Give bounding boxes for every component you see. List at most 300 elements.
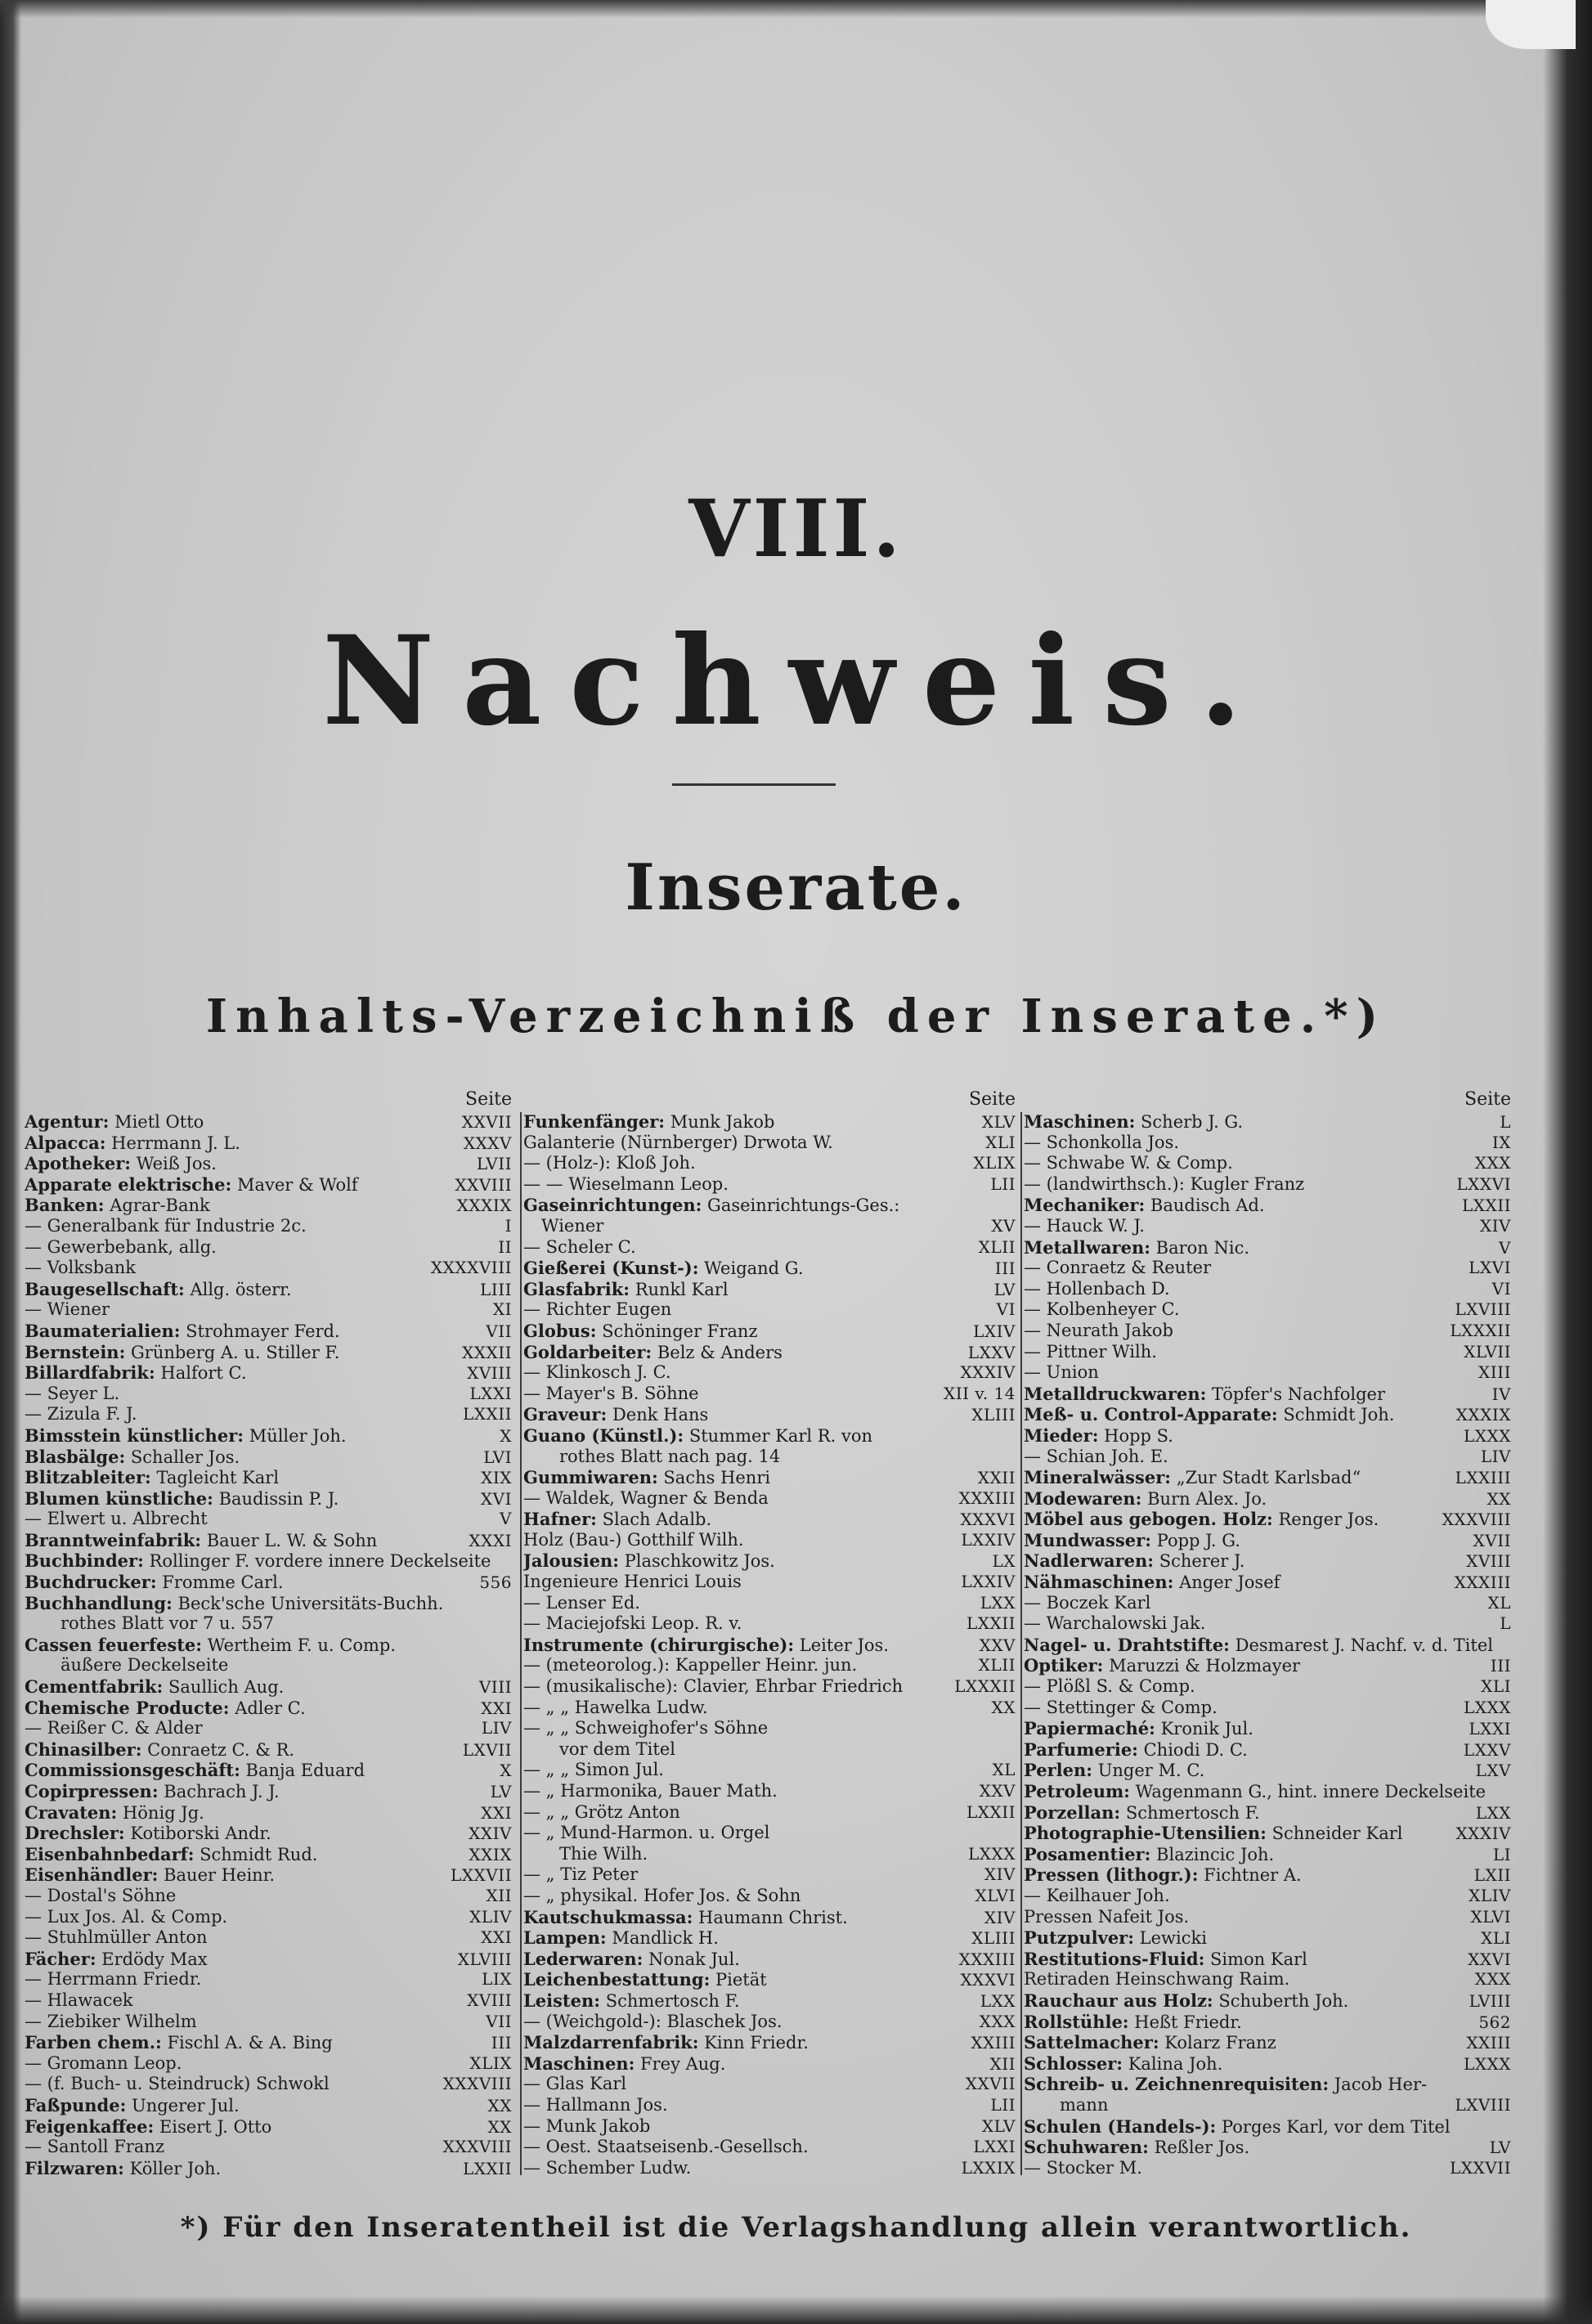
page-ref: XVIII <box>467 1363 512 1384</box>
page-ref: XXXIV <box>960 1362 1016 1383</box>
index-entry <box>1024 1676 1514 1698</box>
title-rule <box>672 783 836 786</box>
entry-text: — Dostal's Söhne <box>25 1885 177 1905</box>
page-ref: VIII <box>478 1677 512 1698</box>
index-entry <box>523 1739 1019 1761</box>
index-entry <box>523 1447 1019 1468</box>
page-ref: LXXV <box>1463 1739 1511 1760</box>
index-entry <box>25 1635 515 1656</box>
index-entry <box>25 2116 515 2138</box>
entry-text: — Gewerbebank, allg. <box>25 1236 217 1257</box>
page-ref: XLII <box>978 1236 1016 1257</box>
page-ref: LIII <box>480 1279 512 1299</box>
entry-text: Metallwaren: Baron Nic. <box>1024 1236 1250 1258</box>
page-ref: XXV <box>979 1635 1016 1655</box>
entry-text: Bernstein: Grünberg A. u. Stiller F. <box>25 1341 340 1362</box>
index-entry <box>1024 2074 1514 2095</box>
index-entry <box>1024 1927 1514 1949</box>
index-entry <box>1024 2158 1514 2179</box>
index-entry <box>25 1299 515 1321</box>
page-ref: XI <box>492 1299 512 1320</box>
page-ref: XXXIII <box>958 1949 1016 1969</box>
page-ref: XVIII <box>467 1990 512 2010</box>
index-entry <box>1024 1279 1514 1300</box>
page-ref: XXXVIII <box>1442 1510 1511 1530</box>
entry-text: Baugesellschaft: Allg. österr. <box>25 1278 292 1299</box>
entry-text: Commissionsgeschäft: Banja Eduard <box>25 1760 365 1781</box>
entry-text: — Hlawacek <box>25 1990 133 2010</box>
index-entry <box>523 1572 1019 1593</box>
page-ref: XX <box>991 1697 1016 1717</box>
page-ref: XXIX <box>469 1844 512 1864</box>
index-entry <box>523 1467 1019 1488</box>
page-ref: XXXII <box>461 1342 512 1362</box>
entry-text: — Zizula F. J. <box>25 1404 137 1424</box>
entry-text: Modewaren: Burn Alex. Jo. <box>1024 1487 1267 1509</box>
entry-text: Blasbälge: Schaller Jos. <box>25 1446 240 1467</box>
page-ref: XXV <box>979 1781 1016 1801</box>
index-entry <box>523 2116 1019 2138</box>
entry-text: Faßpunde: Ungerer Jul. <box>25 2094 240 2115</box>
entry-text: — Kolbenheyer C. <box>1024 1299 1180 1320</box>
entry-text: Hafner: Slach Adalb. <box>523 1509 712 1530</box>
index-entry <box>523 1195 1019 1216</box>
page-ref: XXXIX <box>1455 1405 1511 1425</box>
entry-text: Eisenbahnbedarf: Schmidt Rud. <box>25 1843 318 1864</box>
entry-text: — „ „ Schweighofer's Söhne <box>523 1718 769 1739</box>
page-ref: IX <box>1491 1132 1511 1152</box>
index-entry <box>25 1488 515 1510</box>
entry-text: — „ Mund-Harmon. u. Orgel <box>523 1823 770 1843</box>
page-ref: LXII <box>1473 1865 1511 1886</box>
page-ref: LXXX <box>968 1843 1016 1864</box>
entry-text: Eisenhändler: Bauer Heinr. <box>25 1864 276 1886</box>
page-ref: L <box>1500 1613 1511 1634</box>
entry-text: Agentur: Mietl Otto <box>25 1111 204 1132</box>
index-entry <box>523 1299 1019 1321</box>
index-entry <box>1024 1342 1514 1363</box>
page-ref: LXX <box>980 1990 1016 2011</box>
index-entry <box>523 1635 1019 1656</box>
entry-text: Cravaten: Hönig Jg. <box>25 1801 204 1823</box>
entry-text: Schreib- u. Zeichnenrequisiten: Jacob Her- <box>1024 2074 1428 2095</box>
index-entry <box>1024 1613 1514 1635</box>
entry-text: Gaseinrichtungen: Gaseinrichtungs-Ges.: <box>523 1195 900 1216</box>
index-entry <box>25 1990 515 2012</box>
page-ref: VI <box>1491 1278 1511 1299</box>
index-entry <box>25 1844 515 1865</box>
scan-edge-right <box>1543 0 1592 2324</box>
index-entry <box>523 1362 1019 1384</box>
page-ref: I <box>505 1215 512 1236</box>
page-ref: LXXV <box>967 1342 1016 1362</box>
page-ref: XXXIX <box>456 1196 512 1216</box>
page-ref: VI <box>996 1299 1016 1320</box>
page-ref: LI <box>1492 1844 1511 1864</box>
entry-text: — Pittner Wilh. <box>1024 1341 1157 1362</box>
page-ref: XIV <box>1479 1215 1511 1236</box>
page-ref: LXXVII <box>1449 2157 1511 2178</box>
index-entry <box>1024 1949 1514 1970</box>
entry-text: Möbel aus gebogen. Holz: Renger Jos. <box>1024 1509 1379 1530</box>
entry-text: Posamentier: Blazincic Joh. <box>1024 1843 1275 1864</box>
entry-text: Glasfabrik: Runkl Karl <box>523 1278 729 1299</box>
index-entry <box>1024 1739 1514 1761</box>
entry-text: Pressen (lithogr.): Fichtner A. <box>1024 1864 1302 1886</box>
entry-text: Blumen künstliche: Baudissin P. J. <box>25 1487 339 1509</box>
index-entry <box>523 1279 1019 1300</box>
page-ref: XLVII <box>1464 1341 1511 1362</box>
page-ref: XXI <box>481 1698 512 1718</box>
page-ref: LXX <box>1475 1802 1511 1823</box>
page-ref: LIX <box>482 1969 512 1990</box>
page-ref: LX <box>992 1551 1016 1572</box>
entry-text: Mieder: Hopp S. <box>1024 1424 1173 1446</box>
index-entry <box>1024 2053 1514 2075</box>
page-ref: XXXXVIII <box>430 1258 512 1278</box>
entry-text: Cementfabrik: Saullich Aug. <box>25 1676 285 1698</box>
index-entry <box>25 1133 515 1154</box>
entry-text: — Reißer C. & Alder <box>25 1718 203 1739</box>
entry-text: Ingenieure Henrici Louis <box>523 1572 742 1592</box>
entry-text: — (landwirthsch.): Kugler Franz <box>1024 1173 1305 1194</box>
entry-text: — „ Tiz Peter <box>523 1864 639 1885</box>
page-ref: XXXV <box>463 1133 512 1153</box>
page-ref: XXII <box>977 1468 1016 1488</box>
entry-text: — (Holz-): Kloß Joh. <box>523 1153 696 1173</box>
page-ref: XXXVIII <box>442 2137 512 2157</box>
index-entry <box>523 1613 1019 1635</box>
index-entry <box>1024 1362 1514 1384</box>
page-ref: LXXIV <box>961 1572 1016 1592</box>
entry-text: — Hauck W. J. <box>1024 1215 1145 1236</box>
entry-text: Rollstühle: Heßt Friedr. <box>1024 2011 1242 2032</box>
entry-text: Meß- u. Control-Apparate: Schmidt Joh. <box>1024 1404 1395 1425</box>
entry-text: Holz (Bau-) Gotthilf Wilh. <box>523 1529 744 1550</box>
index-entry <box>523 1760 1019 1781</box>
entry-text: — Schwabe W. & Comp. <box>1024 1153 1233 1173</box>
index-entry <box>1024 2137 1514 2158</box>
entry-text: Graveur: Denk Hans <box>523 1404 709 1425</box>
index-entry <box>1024 1447 1514 1468</box>
entry-text: Petroleum: Wagenmann G., hint. innere Deckelseite <box>1024 1781 1487 1801</box>
page-ref: LXVIII <box>1455 2094 1511 2115</box>
index-entry <box>25 1384 515 1405</box>
entry-text: Photographie-Utensilien: Schneider Karl <box>1024 1823 1403 1844</box>
entry-text: — Volksbank <box>25 1258 136 1278</box>
page-ref: XIV <box>984 1864 1016 1885</box>
index-entry <box>25 1676 515 1698</box>
column-header-seite: Seite <box>969 1089 1016 1110</box>
index-entry <box>25 1969 515 1990</box>
index-entry <box>523 1990 1019 2012</box>
index-entry <box>523 1425 1019 1447</box>
entry-text: Schlosser: Kalina Joh. <box>1024 2053 1223 2074</box>
page-ref: III <box>491 2033 512 2053</box>
index-entry <box>25 1739 515 1761</box>
page-ref: XLV <box>981 1112 1016 1132</box>
entry-text: Wiener <box>541 1215 604 1236</box>
page-ref: XLIII <box>971 1405 1016 1425</box>
index-entry <box>25 1698 515 1719</box>
index-entry <box>523 2095 1019 2116</box>
entry-text: Gießerei (Kunst-): Weigand G. <box>523 1258 804 1279</box>
index-entry <box>1024 2032 1514 2053</box>
index-entry <box>1024 1467 1514 1488</box>
index-entry <box>523 1676 1019 1698</box>
index-entry <box>523 1237 1019 1258</box>
entry-text: Mundwasser: Popp J. G. <box>1024 1529 1240 1550</box>
index-entry <box>25 2137 515 2158</box>
page-ref: LII <box>990 1173 1016 1194</box>
page-ref: LXX <box>980 1592 1016 1613</box>
entry-text: Buchbinder: Rollinger F. vordere innere Deckelseite <box>25 1550 491 1572</box>
index-entry <box>25 1655 515 1676</box>
entry-text: vor dem Titel <box>559 1739 675 1759</box>
index-entry <box>1024 1133 1514 1154</box>
scan-edge-top <box>0 0 1592 18</box>
page-ref: LIV <box>1480 1446 1511 1466</box>
entry-text: — Lux Jos. Al. & Comp. <box>25 1906 228 1927</box>
page-ref: XXI <box>481 1802 512 1823</box>
page-ref: XXXI <box>469 1530 512 1550</box>
index-entry <box>1024 1258 1514 1279</box>
index-entry <box>1024 1907 1514 1928</box>
entry-text: Banken: Agrar-Bank <box>25 1195 210 1216</box>
entry-text: — Schember Ludw. <box>523 2157 692 2178</box>
page-ref: LXXIII <box>1455 1468 1511 1488</box>
index-entry <box>25 1195 515 1216</box>
entry-text: — „ Harmonika, Bauer Math. <box>523 1781 778 1801</box>
entry-text: — Boczek Karl <box>1024 1592 1151 1613</box>
page-ref: LV <box>1489 2138 1511 2158</box>
page-ref: LXXXII <box>1450 1320 1511 1340</box>
entry-text: — Schian Joh. E. <box>1024 1446 1168 1466</box>
entry-text: Goldarbeiter: Belz & Anders <box>523 1341 783 1362</box>
page-ref: XLI <box>1481 1928 1511 1949</box>
index-entry <box>523 1488 1019 1510</box>
page-ref: LXV <box>1475 1761 1511 1781</box>
entry-text: — (musikalische): Clavier, Ehrbar Friedrich <box>523 1676 904 1697</box>
index-entry <box>25 1927 515 1949</box>
entry-text: — Munk Jakob <box>523 2115 651 2136</box>
entry-text: Leisten: Schmertosch F. <box>523 1990 740 2011</box>
index-entry <box>25 1613 515 1635</box>
index-entry <box>523 1864 1019 1886</box>
page-ref: XVIII <box>1466 1551 1511 1572</box>
entry-text: Blitzableiter: Tagleicht Karl <box>25 1467 280 1488</box>
index-entry <box>25 2095 515 2116</box>
entry-text: rothes Blatt vor 7 u. 557 <box>61 1613 274 1634</box>
entry-text: — „ „ Hawelka Ludw. <box>523 1697 708 1717</box>
entry-text: Pressen Nafeit Jos. <box>1024 1906 1190 1927</box>
entry-text: Chemische Producte: Adler C. <box>25 1697 306 1718</box>
index-entry <box>1024 1969 1514 1990</box>
entry-text: Branntweinfabrik: Bauer L. W. & Sohn <box>25 1529 378 1550</box>
page-ref: LVIII <box>1469 1990 1511 2011</box>
page-ref: LIV <box>481 1718 512 1739</box>
entry-text: — Keilhauer Joh. <box>1024 1885 1170 1905</box>
index-entry <box>25 1760 515 1781</box>
index-entry <box>523 1949 1019 1970</box>
entry-text: — Seyer L. <box>25 1383 120 1403</box>
entry-text: — Schonkolla Jos. <box>1024 1132 1180 1152</box>
index-entry <box>25 1593 515 1614</box>
index-entry <box>523 1509 1019 1530</box>
page-ref: LXXVI <box>1456 1173 1511 1194</box>
entry-text: — Oest. Staatseisenb.-Gesellsch. <box>523 2137 809 2157</box>
entry-text: Buchhandlung: Beck'sche Universitäts-Buchh. <box>25 1592 444 1613</box>
entry-text: — — Wieselmann Leop. <box>523 1173 729 1194</box>
page-ref: XXVII <box>461 1112 512 1132</box>
page-ref: VII <box>486 2011 512 2031</box>
entry-text: äußere Deckelseite <box>61 1655 229 1676</box>
entry-text: Billardfabrik: Halfort C. <box>25 1362 247 1384</box>
index-column-2 <box>523 1088 1019 2178</box>
index-entry <box>523 1530 1019 1551</box>
page-ref: XLI <box>985 1132 1016 1152</box>
entry-text: Parfumerie: Chiodi D. C. <box>1024 1739 1248 1760</box>
index-entry <box>1024 1781 1514 1802</box>
index-entry <box>1024 1802 1514 1824</box>
entry-text: Galanterie (Nürnberger) Drwota W. <box>523 1132 833 1152</box>
entry-text: Alpacca: Herrmann J. L. <box>25 1132 240 1153</box>
index-entry <box>523 1111 1019 1133</box>
entry-text: Jalousien: Plaschkowitz Jos. <box>523 1550 775 1572</box>
page-ref: LXIV <box>973 1321 1016 1341</box>
scan-edge-left <box>0 0 21 2324</box>
index-entry <box>25 1153 515 1174</box>
page-ref: VII <box>486 1321 512 1341</box>
index-entry <box>523 1153 1019 1174</box>
entry-text: — Union <box>1024 1362 1099 1383</box>
index-entry <box>523 1698 1019 1719</box>
page-ref: XXXVI <box>960 1510 1016 1530</box>
volume-number: VIII. <box>688 482 904 575</box>
torn-corner <box>1486 0 1576 49</box>
entry-text: Feigenkaffee: Eisert J. Otto <box>25 2115 272 2137</box>
footnote: *) Für den Inseratentheil ist die Verlagshandlung allein verantwortlich. <box>180 2211 1412 2244</box>
index-entry <box>25 1886 515 1907</box>
page-ref: XLIV <box>1469 1885 1511 1905</box>
index-entry <box>25 1802 515 1824</box>
page-ref: X <box>500 1425 512 1446</box>
page-ref: III <box>994 1258 1016 1279</box>
page-ref: 556 <box>479 1573 512 1593</box>
page-ref: XLI <box>1481 1676 1511 1697</box>
index-entry <box>1024 1550 1514 1572</box>
entry-text: Nagel- u. Drahtstifte: Desmarest J. Nachf. v. d. Titel <box>1024 1634 1493 1655</box>
entry-text: Nadlerwaren: Scherer J. <box>1024 1550 1245 1572</box>
page-ref: XLVIII <box>457 1949 512 1969</box>
entry-text: Buchdrucker: Fromme Carl. <box>25 1572 284 1593</box>
entry-text: — Lenser Ed. <box>523 1592 640 1613</box>
scan-edge-bottom <box>0 2296 1592 2324</box>
index-entry <box>25 2053 515 2075</box>
index-entry <box>523 1927 1019 1949</box>
page-ref: XXIII <box>971 2033 1016 2053</box>
index-entry <box>1024 1718 1514 1739</box>
index-entry <box>1024 1384 1514 1405</box>
index-entry <box>25 1174 515 1196</box>
entry-text: Apotheker: Weiß Jos. <box>25 1153 217 1174</box>
entry-text: Chinasilber: Conraetz C. & R. <box>25 1739 295 1760</box>
page-ref: XXIV <box>469 1824 512 1844</box>
page-ref: XXI <box>481 1927 512 1948</box>
index-entry <box>25 1718 515 1739</box>
index-entry <box>25 2158 515 2179</box>
entry-text: — „ physikal. Hofer Jos. & Sohn <box>523 1885 801 1905</box>
index-entry <box>523 1823 1019 1844</box>
entry-text: — Stocker M. <box>1024 2157 1142 2178</box>
page-ref: LXXII <box>966 1613 1016 1634</box>
entry-text: Fächer: Erdödy Max <box>25 1948 208 1969</box>
page-ref: LXXVII <box>450 1865 512 1886</box>
page-ref: XX <box>1487 1488 1511 1509</box>
index-entry <box>1024 1216 1514 1237</box>
index-entry <box>1024 1572 1514 1593</box>
page-ref: XXX <box>1474 1969 1511 1990</box>
page-ref: LXXX <box>1464 2053 1511 2074</box>
entry-text: Metalldruckwaren: Töpfer's Nachfolger <box>1024 1383 1386 1404</box>
entry-text: Malzdarrenfabrik: Kinn Friedr. <box>523 2032 809 2053</box>
page-ref: XXXVI <box>960 1970 1016 1990</box>
index-entry <box>1024 1425 1514 1447</box>
index-entry <box>523 1174 1019 1196</box>
entry-text: Retiraden Heinschwang Raim. <box>1024 1969 1290 1990</box>
index-entry <box>523 1258 1019 1279</box>
page-ref: XVI <box>480 1488 512 1509</box>
entry-text: Instrumente (chirurgische): Leiter Jos. <box>523 1634 889 1655</box>
index-entry <box>1024 1635 1514 1656</box>
page-ref: XLVI <box>975 1885 1016 1905</box>
entry-text: Farben chem.: Fischl A. & A. Bing <box>25 2032 333 2053</box>
page-ref: XXIII <box>1466 2033 1511 2053</box>
page-ref: XL <box>1487 1592 1511 1613</box>
page-ref: LII <box>990 2094 1016 2115</box>
entry-text: Leichenbestattung: Pietät <box>523 1969 767 1990</box>
page-ref: XX <box>487 2095 512 2115</box>
index-entry <box>523 2053 1019 2075</box>
index-entry <box>25 1447 515 1468</box>
page-ref: LXXX <box>1464 1425 1511 1446</box>
entry-text: — Herrmann Friedr. <box>25 1969 202 1990</box>
index-entry <box>523 2158 1019 2179</box>
index-entry <box>25 1321 515 1342</box>
entry-text: — Hallmann Jos. <box>523 2094 668 2115</box>
page-ref: XXVI <box>1468 1949 1511 1969</box>
entry-text: Porzellan: Schmertosch F. <box>1024 1801 1260 1823</box>
page-ref: XLIX <box>469 2053 512 2073</box>
index-entry <box>25 1279 515 1300</box>
entry-text: — (Weichgold-): Blaschek Jos. <box>523 2011 783 2031</box>
index-entry <box>25 1949 515 1970</box>
index-entry <box>523 2137 1019 2158</box>
index-entry <box>523 1802 1019 1824</box>
entry-text: rothes Blatt nach pag. 14 <box>559 1446 781 1466</box>
index-entry <box>25 2074 515 2095</box>
page-ref: 562 <box>1478 2012 1511 2032</box>
page-ref: XXXIII <box>958 1487 1016 1508</box>
index-entry <box>523 1781 1019 1802</box>
page-ref: LVI <box>483 1447 512 1467</box>
index-entry <box>25 1362 515 1384</box>
entry-text: Bimsstein künstlicher: Müller Joh. <box>25 1424 347 1446</box>
index-entry <box>25 1258 515 1279</box>
index-entry <box>25 1467 515 1488</box>
page-ref: LXXII <box>966 1801 1016 1822</box>
entry-text: — Gromann Leop. <box>25 2053 182 2073</box>
